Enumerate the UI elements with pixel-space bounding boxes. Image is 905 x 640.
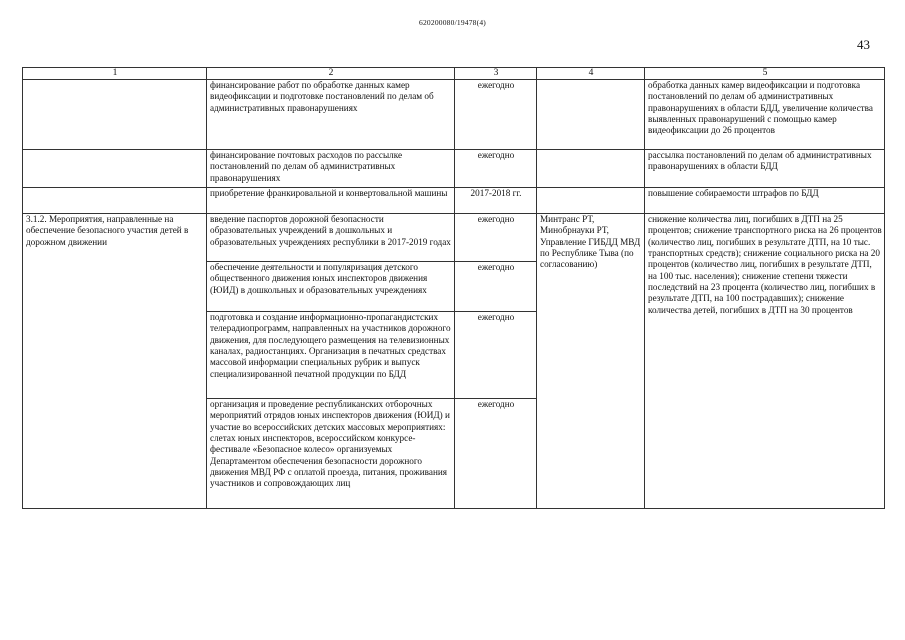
header-col-4: 4 xyxy=(537,68,645,80)
executor-cell xyxy=(537,188,645,214)
table-row xyxy=(23,214,885,262)
period-cell: ежегодно xyxy=(455,214,537,262)
result-cell: обработка данных камер видеофиксации и подготовка постановлений по делам об административных правонарушениях в области БДД, увеличение количества выявленных правонарушений с помощью камер видеофиксации до 26 процентов xyxy=(645,80,885,150)
activity-cell: финансирование работ по обработке данных камер видеофиксации и подготовке постановлений по делам об административных правонарушениях xyxy=(207,80,455,150)
table-row xyxy=(23,80,885,150)
activity-cell: обеспечение деятельности и популяризация детского общественного движения юных инспекторов движения (ЮИД) в дошкольных и образовательных учреждениях xyxy=(207,262,455,312)
table-row xyxy=(23,188,885,214)
executor-cell: Минтранс РТ, Минобрнауки РТ, Управление ГИБДД МВД по Республике Тыва (по согласованию) xyxy=(537,214,645,509)
header-col-3: 3 xyxy=(455,68,537,80)
header-col-5: 5 xyxy=(645,68,885,80)
period-cell: ежегодно xyxy=(455,80,537,150)
period-cell: ежегодно xyxy=(455,150,537,188)
period-cell: ежегодно xyxy=(455,399,537,509)
measures-table xyxy=(22,67,885,509)
activity-cell: введение паспортов дорожной безопасности образовательных учреждений в дошкольных и образовательных учреждениях республики в 2017-2019 годах xyxy=(207,214,455,262)
result-cell: снижение количества лиц, погибших в ДТП на 25 процентов; снижение транспортного риска на 26 процентов (количество лиц, погибших в результате ДТП, на 10 тыс. транспортных средств); снижение социального риска на 20 процентов (количество лиц, погибших в результате ДТП, на 100 тыс. населения); снижение степени тяжести последствий на 23 процента (количество лиц, погибших в результате ДТП, на 100 пострадавших); снижение количества детей, погибших в ДТП на 30 процентов xyxy=(645,214,885,509)
header-col-2: 2 xyxy=(207,68,455,80)
header-row xyxy=(23,68,885,80)
result-cell: повышение собираемости штрафов по БДД xyxy=(645,188,885,214)
executor-cell xyxy=(537,150,645,188)
activity-cell: организация и проведение республиканских отборочных мероприятий отрядов юных инспекторов движения (ЮИД) и участие во всероссийских детских массовых мероприятиях: слетах юных инспекторов, всероссийском конкурсе-фестивале «Безопасное колесо» организуемых Департаментом обеспечения безопасности дорожного движения МВД РФ с оплатой проезда, питания, проживания участников и сопровождающих лиц xyxy=(207,399,455,509)
executor-cell xyxy=(537,80,645,150)
period-cell: ежегодно xyxy=(455,312,537,399)
document-code: 620200080/19478(4) xyxy=(419,18,486,27)
table-row xyxy=(23,150,885,188)
period-cell: 2017-2018 гг. xyxy=(455,188,537,214)
activity-cell: приобретение франкировальной и конвертовальной машины xyxy=(207,188,455,214)
period-cell: ежегодно xyxy=(455,262,537,312)
activity-cell: финансирование почтовых расходов по рассылке постановлений по делам об административных правонарушениях xyxy=(207,150,455,188)
activity-cell: подготовка и создание информационно-пропагандистских телерадиопрограмм, направленных на участников дорожного движения, для последующего размещения на телевизионных каналах, радиостанциях. Организация в печатных средствах массовой информации специальных рубрик и выпуск специализированной печатной продукции по БДД xyxy=(207,312,455,399)
header-col-1: 1 xyxy=(23,68,207,80)
section-cell: 3.1.2. Мероприятия, направленные на обеспечение безопасного участия детей в дорожном движении xyxy=(23,214,207,509)
section-cell xyxy=(23,188,207,214)
page-number: 43 xyxy=(857,37,870,52)
section-cell xyxy=(23,80,207,150)
section-cell xyxy=(23,150,207,188)
result-cell: рассылка постановлений по делам об административных правонарушениях в области БДД xyxy=(645,150,885,188)
